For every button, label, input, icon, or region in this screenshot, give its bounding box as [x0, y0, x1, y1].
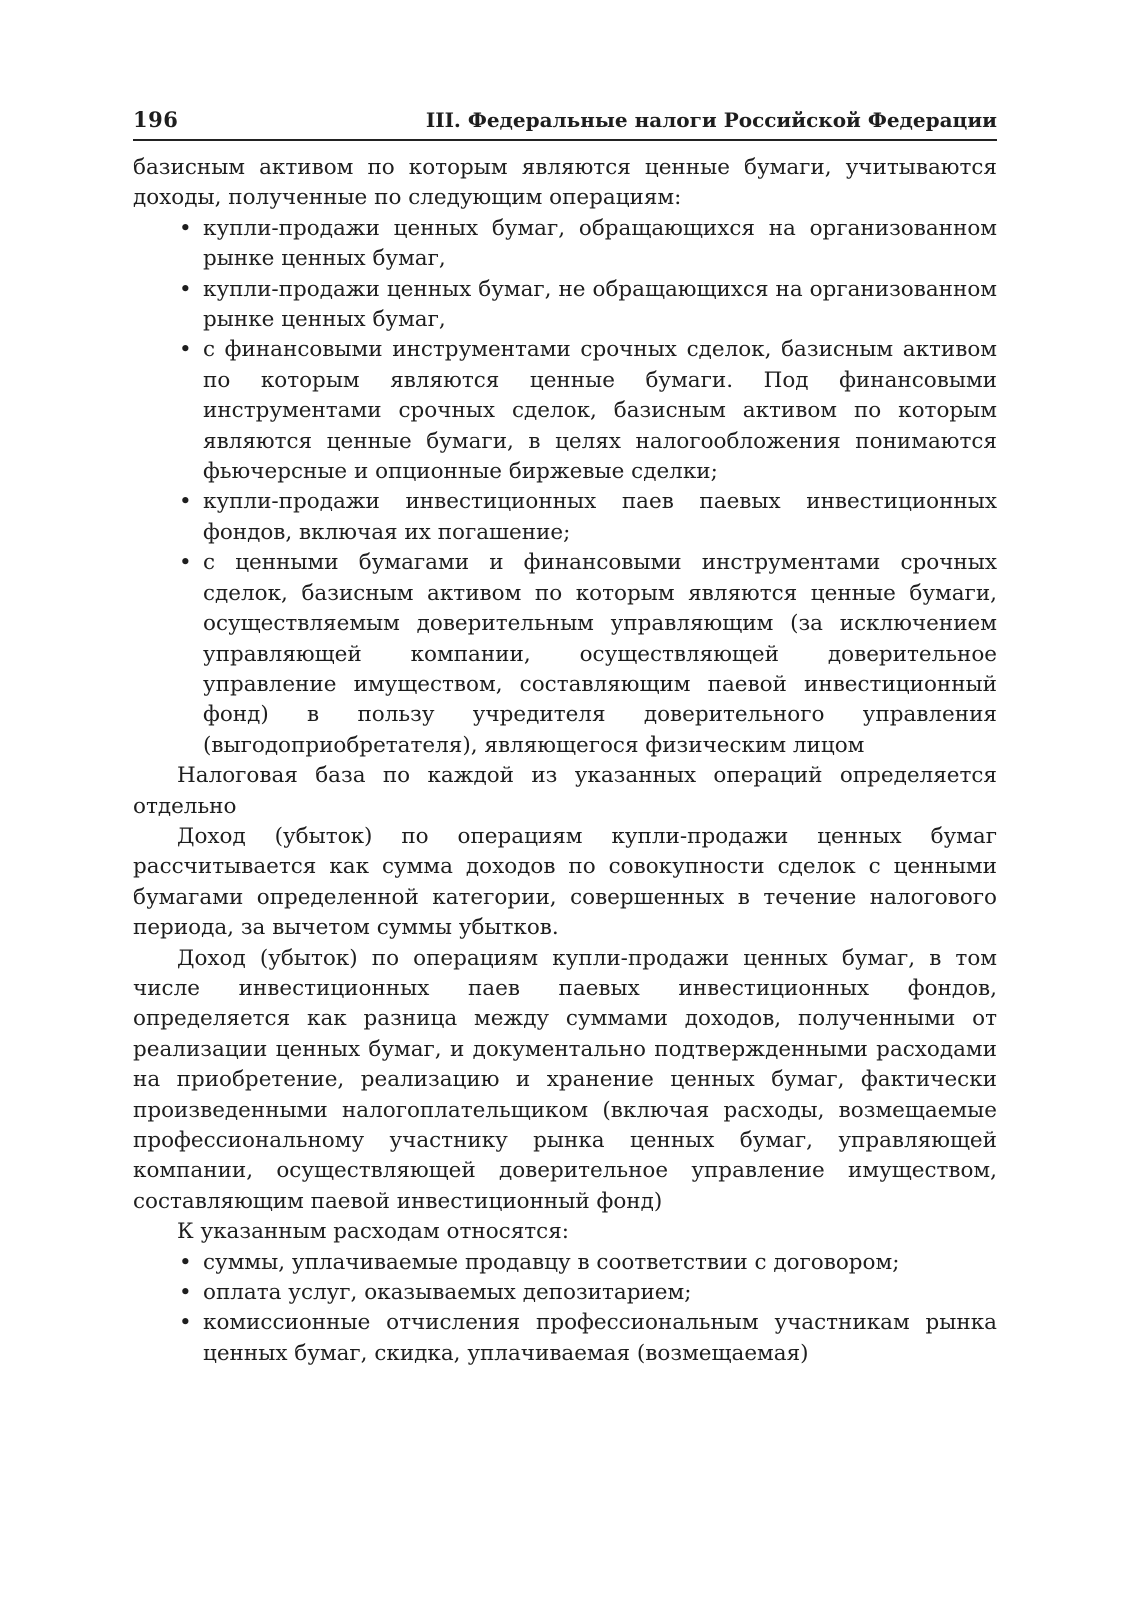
chapter-title: III. Федеральные налоги Российской Федерации: [425, 108, 997, 132]
body-text: [133, 153, 997, 1369]
list-item: • с ценными бумагами и финансовыми инструментами срочных сделок, базисным активом по которым являются ценные бумаги, осуществляемым доверительным управляющим (за исключением управляющей компании, осуществляющей доверительное управление имуществом, составляющим паевой инвестиционный фонд) в пользу учредителя доверительного управления (выгодоприобретателя), являющегося физическим лицом: [203, 548, 997, 761]
operations-list: [133, 214, 997, 761]
running-header: [133, 105, 997, 141]
book-page: [133, 105, 997, 1369]
list-item: • купли-продажи ценных бумаг, обращающихся на организованном рынке ценных бумаг,: [203, 214, 997, 275]
paragraph: Доход (убыток) по операциям купли-продажи ценных бумаг рассчитывается как сумма доходов по совокупности сделок с ценными бумагами определенной категории, совершенных в течение налогового периода, за вычетом суммы убытков.: [133, 823, 997, 941]
list-item: • купли-продажи инвестиционных паев паевых инвестиционных фондов, включая их погашение;: [203, 487, 997, 548]
list-item: • суммы, уплачиваемые продавцу в соответствии с договором;: [203, 1248, 997, 1278]
page-number: 196: [133, 107, 179, 132]
intro-paragraph: базисным активом по которым являются ценные бумаги, учитываются доходы, полученные по следующим операциям:: [133, 155, 997, 211]
paragraph: Налоговая база по каждой из указанных операций определяется отдельно: [133, 763, 997, 819]
list-item: • оплата услуг, оказываемых депозитарием;: [203, 1278, 997, 1308]
list-item: • комиссионные отчисления профессиональным участникам рынка ценных бумаг, скидка, уплачиваемая (возмещаемая): [203, 1308, 997, 1369]
list-item: • купли-продажи ценных бумаг, не обращающихся на организованном рынке ценных бумаг,: [203, 275, 997, 336]
paragraph: Доход (убыток) по операциям купли-продажи ценных бумаг, в том числе инвестиционных паев паевых инвестиционных фондов, определяется как разница между суммами доходов, полученными от реализации ценных бумаг, и документально подтвержденными расходами на приобретение, реализацию и хранение ценных бумаг, фактически произведенными налогоплательщиком (включая расходы, возмещаемые профессиональному участнику рынка ценных бумаг, управляющей компании, осуществляющей доверительное управление имуществом, составляющим паевой инвестиционный фонд): [133, 945, 997, 1214]
expenses-list: [133, 1248, 997, 1370]
paragraph: К указанным расходам относятся:: [177, 1219, 570, 1245]
list-item: • с финансовыми инструментами срочных сделок, базисным активом по которым являются ценные бумаги. Под финансовыми инструментами срочных сделок, базисным активом по которым являются ценные бумаги, в целях налогообложения понимаются фьючерсные и опционные биржевые сделки;: [203, 335, 997, 487]
